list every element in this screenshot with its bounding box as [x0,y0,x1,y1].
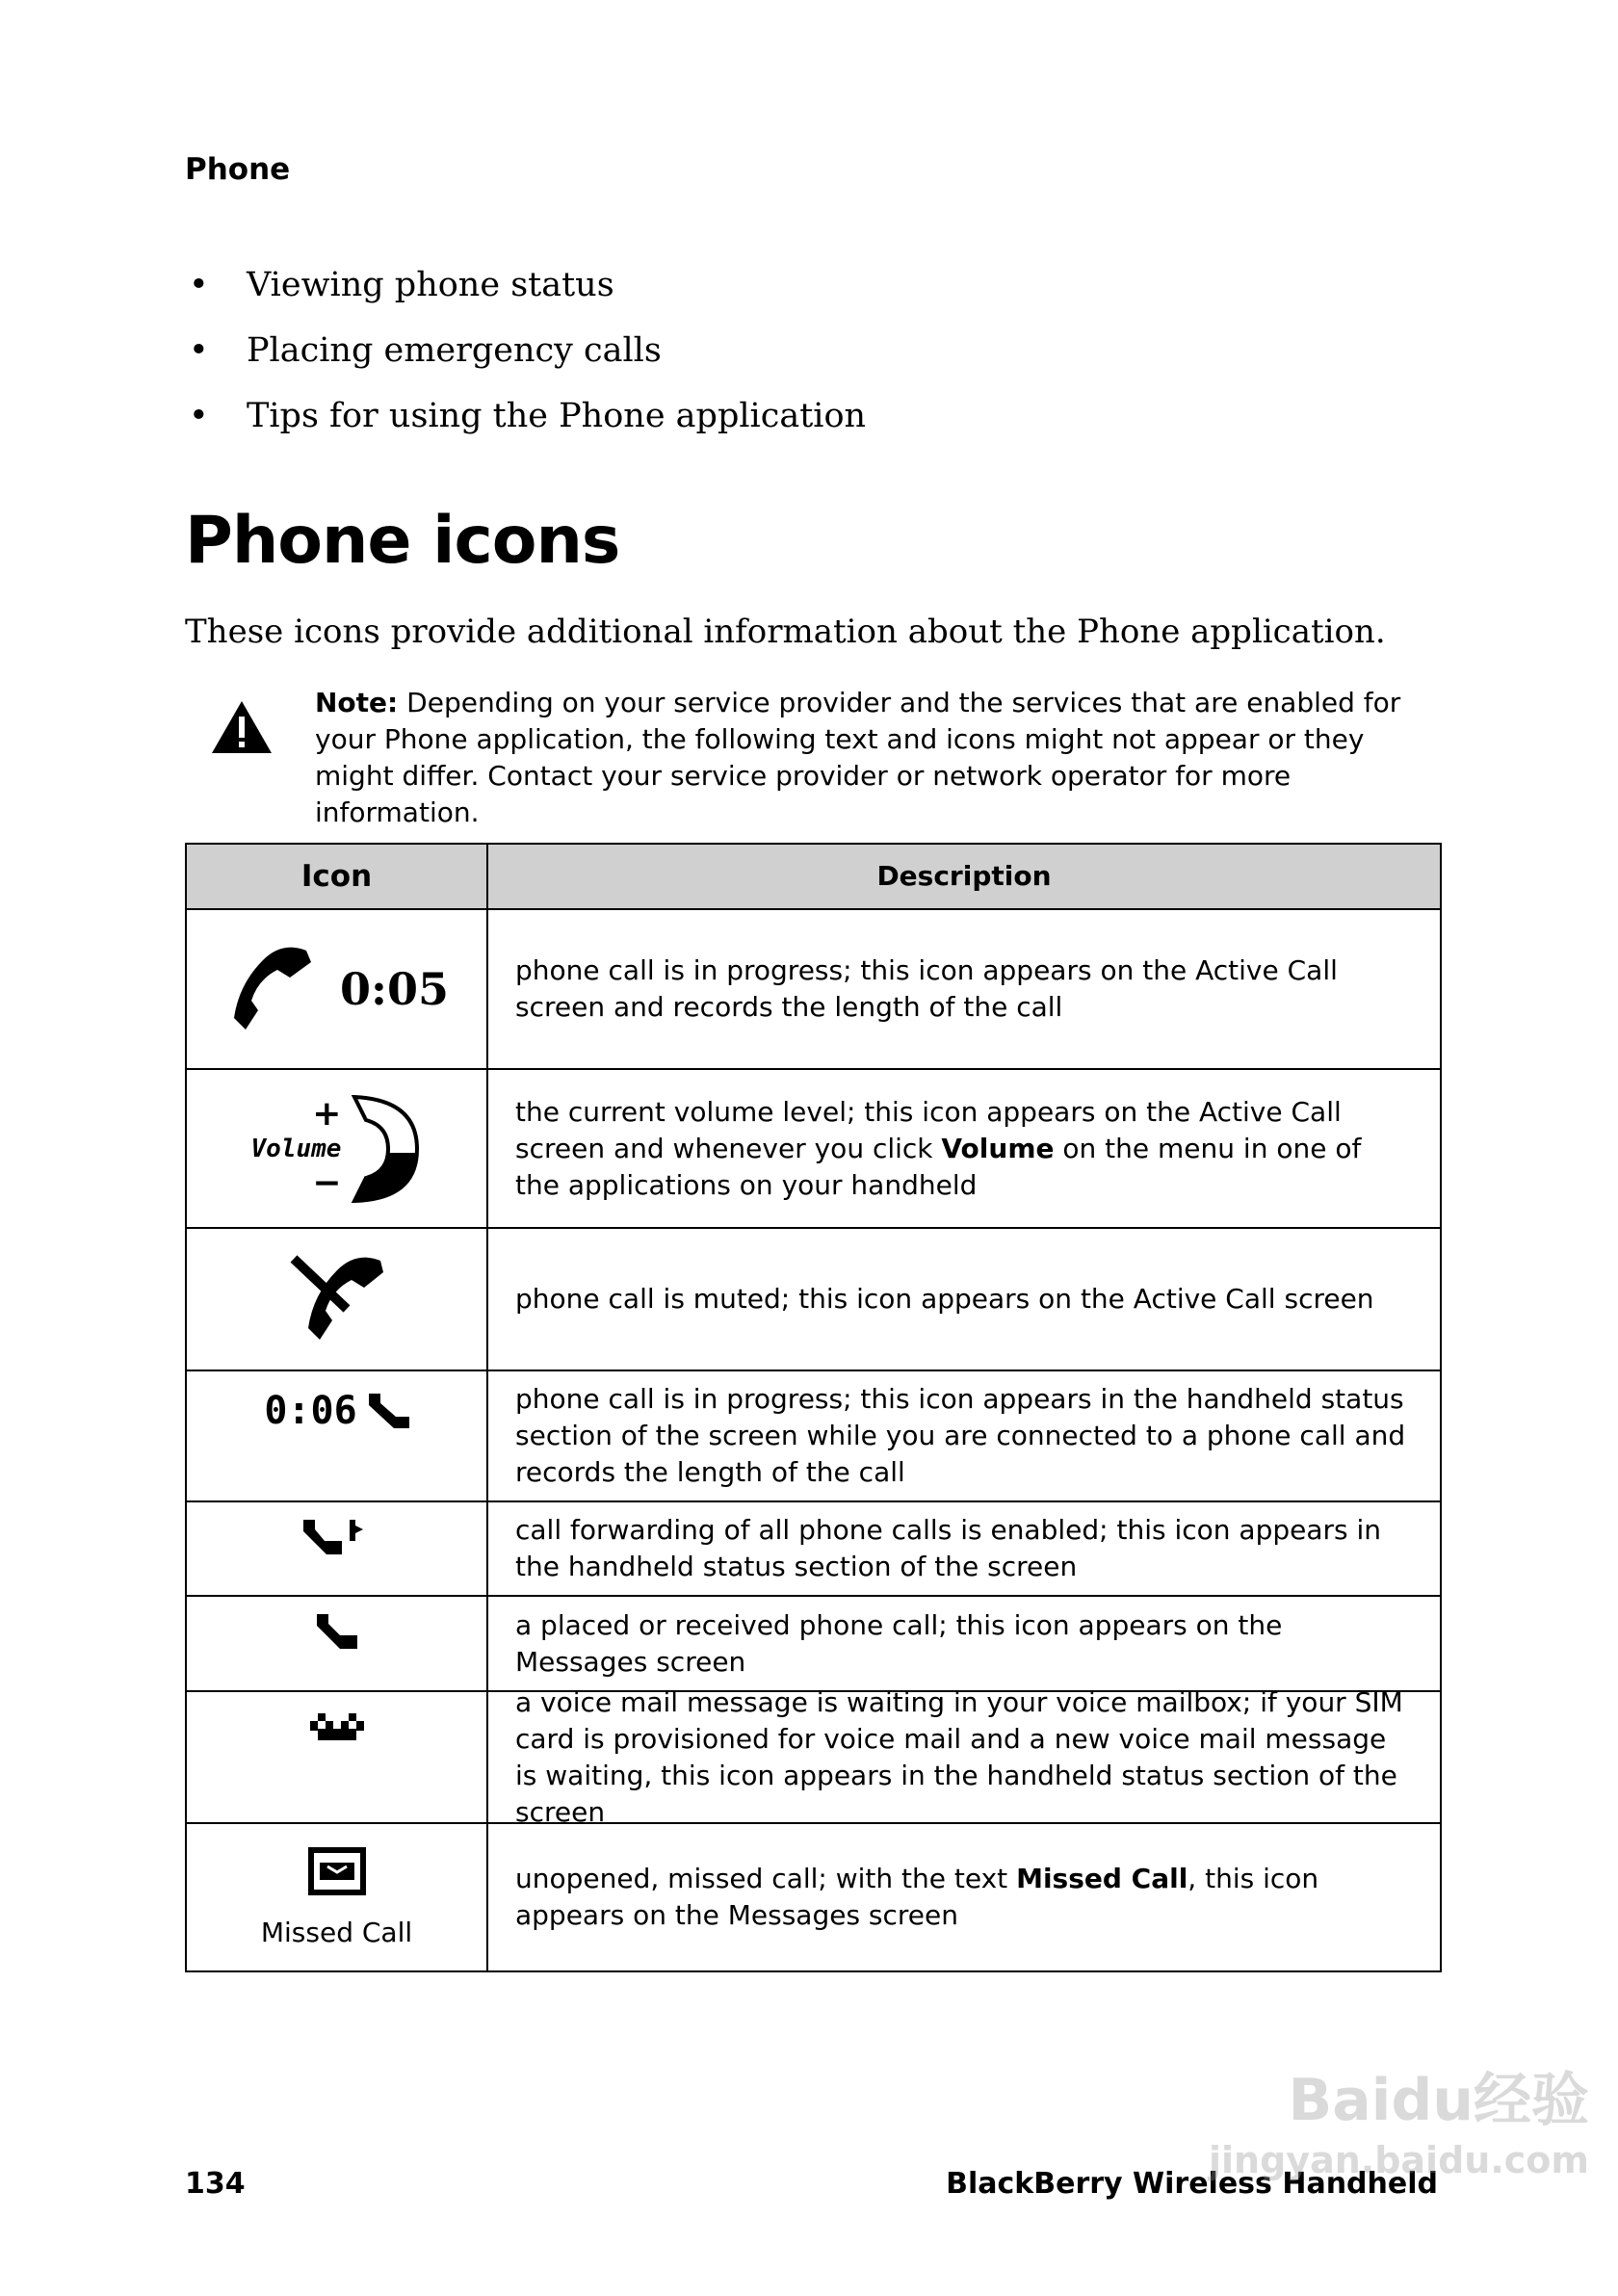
page-number: 134 [185,2167,246,2201]
status-call-timer-icon [187,1371,488,1500]
table-row [187,1822,1440,1970]
phone-call-icon [187,1597,488,1690]
list-item: • Placing emergency calls [189,331,662,370]
table-row [187,908,1440,1068]
intro-text: These icons provide additional information about the Phone application. [185,613,1386,651]
watermark: Baidu经验 jingyan.baidu.com [1209,2067,1589,2181]
volume-icon: + Volume − [187,1070,488,1227]
row-description: a voice mail message is waiting in your voice mailbox; if your SIM card is provisioned for voice mail and a new voice mail message is waiting, this icon appears in the handheld status section of the screen [515,1685,1403,1828]
list-item-text: Tips for using the Phone application [247,397,867,435]
row-description: unopened, missed call; with the text Missed Call, this icon appears on the Messages screen [515,1863,1319,1931]
list-item: • Viewing phone status [189,266,614,304]
timer-text: 0:05 [339,963,449,1015]
table-header [187,845,1440,908]
note-body: Depending on your service provider and the services that are enabled for your Phone application, the following text and icons might not appear or they might differ. Contact your service provider or network operator for more information. [315,687,1401,828]
topic-list [185,266,866,462]
active-call-timer-icon [187,910,488,1068]
missed-call-icon [187,1824,488,1970]
icon-table [185,843,1442,1972]
table-row [187,1068,1440,1227]
table-row [187,1227,1440,1370]
table-row [187,1595,1440,1690]
note-label: Note: [315,687,399,718]
book-title: BlackBerry Wireless Handheld [946,2167,1438,2201]
row-description: the current volume level; this icon appears on the Active Call screen and whenever you click Volume on the menu in one of the applications on your handheld [515,1095,1362,1201]
list-item-text: Viewing phone status [247,266,614,304]
timer-text: 0:06 [264,1389,357,1433]
row-description: phone call is in progress; this icon appears in the handheld status section of the screen while you are connected to a phone call and records the length of the call [515,1383,1406,1488]
call-forwarding-icon [187,1502,488,1595]
row-description: a placed or received phone call; this icon appears on the Messages screen [515,1608,1283,1678]
table-row [187,1370,1440,1500]
row-description: call forwarding of all phone calls is enabled; this icon appears in the handheld status section of the screen [515,1514,1382,1582]
table-row [187,1685,1440,1828]
mute-icon [187,1229,488,1370]
list-item: • Tips for using the Phone application [189,397,867,435]
list-item-text: Placing emergency calls [247,331,662,370]
header-description: Description [876,860,1052,892]
warning-icon [210,699,274,755]
row-description: phone call is muted; this icon appears on the Active Call screen [515,1283,1374,1315]
note-text [315,685,1432,831]
volume-label: Volume [250,1134,342,1163]
section-header: Phone [185,152,291,187]
missed-call-label: Missed Call [260,1916,413,1948]
page-title: Phone icons [185,503,620,579]
header-icon: Icon [187,845,488,908]
voicemail-icon [187,1692,488,1822]
row-description: phone call is in progress; this icon appears on the Active Call screen and records the length of the call [515,954,1338,1023]
table-row [187,1500,1440,1595]
